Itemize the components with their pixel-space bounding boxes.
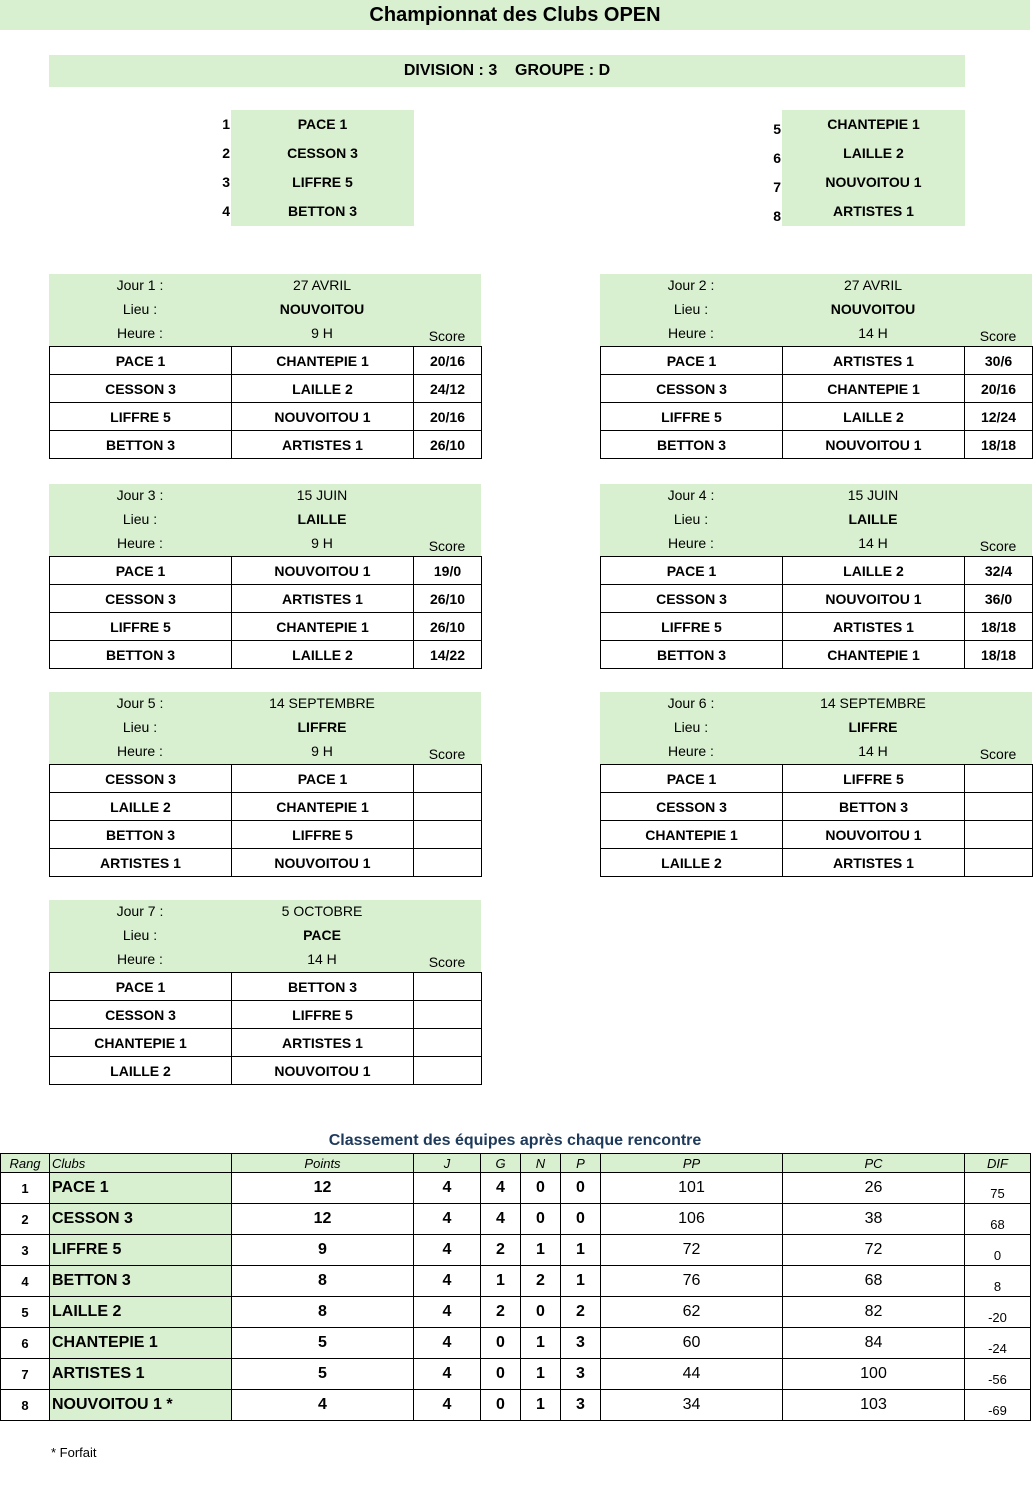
day-time: 14 H — [858, 743, 888, 759]
day-venue: LAILLE — [848, 511, 898, 527]
header-dif: DIF — [965, 1154, 1031, 1173]
won-cell: 0 — [481, 1359, 521, 1390]
day-date: 27 AVRIL — [292, 277, 352, 293]
diff-cell: 0 — [965, 1235, 1031, 1266]
played-cell: 4 — [414, 1297, 481, 1328]
home-team: BETTON 3 — [50, 431, 232, 459]
draw-cell: 0 — [521, 1297, 561, 1328]
match-day-header — [49, 900, 481, 972]
day-time: 14 H — [858, 325, 888, 341]
match-score[interactable] — [965, 793, 1033, 821]
match-row — [50, 973, 482, 1001]
rank-cell: 2 — [1, 1204, 50, 1235]
match-row — [601, 821, 1033, 849]
ranking-row — [1, 1266, 1031, 1297]
points-for-cell: 60 — [601, 1328, 783, 1359]
points-against-cell: 100 — [783, 1359, 965, 1390]
day-time: 9 H — [311, 325, 333, 341]
team-number: 1 — [222, 116, 230, 132]
day-date: 15 JUIN — [847, 487, 899, 503]
match-score[interactable]: 32/4 — [965, 557, 1033, 585]
home-team: BETTON 3 — [50, 641, 232, 669]
points-cell: 5 — [232, 1328, 414, 1359]
away-team: PACE 1 — [232, 765, 414, 793]
day-venue: LIFFRE — [848, 719, 898, 735]
home-team: LIFFRE 5 — [601, 403, 783, 431]
match-score[interactable]: 36/0 — [965, 585, 1033, 613]
team-number: 8 — [773, 208, 781, 224]
day-time: 14 H — [858, 535, 888, 551]
team-name: NOUVOITOU 1 — [782, 168, 965, 197]
club-cell: NOUVOITOU 1 * — [50, 1390, 232, 1421]
home-team: PACE 1 — [601, 765, 783, 793]
away-team: ARTISTES 1 — [232, 431, 414, 459]
lieu-label: Lieu : — [673, 511, 709, 527]
points-against-cell: 72 — [783, 1235, 965, 1266]
home-team: LIFFRE 5 — [50, 613, 232, 641]
points-cell: 12 — [232, 1204, 414, 1235]
day-time: 9 H — [311, 535, 333, 551]
club-cell: ARTISTES 1 — [50, 1359, 232, 1390]
match-score[interactable] — [965, 765, 1033, 793]
division-group-header: DIVISION : 3 GROUPE : D — [49, 55, 965, 87]
home-team: LAILLE 2 — [50, 793, 232, 821]
rank-cell: 1 — [1, 1173, 50, 1204]
lieu-label: Lieu : — [122, 301, 158, 317]
rank-cell: 5 — [1, 1297, 50, 1328]
heure-label: Heure : — [668, 743, 714, 759]
home-team: CESSON 3 — [50, 375, 232, 403]
draw-cell: 1 — [521, 1359, 561, 1390]
diff-cell: 75 — [965, 1173, 1031, 1204]
diff-cell: -24 — [965, 1328, 1031, 1359]
draw-cell: 0 — [521, 1204, 561, 1235]
match-row — [50, 793, 482, 821]
match-row — [50, 849, 482, 877]
match-score[interactable] — [414, 1029, 482, 1057]
points-against-cell: 38 — [783, 1204, 965, 1235]
match-table — [49, 556, 482, 669]
ranking-table — [0, 1153, 1031, 1421]
away-team: LAILLE 2 — [783, 403, 965, 431]
match-row — [50, 613, 482, 641]
match-score[interactable]: 18/18 — [965, 431, 1033, 459]
lost-cell: 1 — [561, 1235, 601, 1266]
away-team: NOUVOITOU 1 — [232, 1057, 414, 1085]
match-score[interactable] — [414, 849, 482, 877]
match-row — [50, 431, 482, 459]
match-score[interactable]: 26/10 — [414, 585, 482, 613]
home-team: BETTON 3 — [50, 821, 232, 849]
home-team: BETTON 3 — [601, 641, 783, 669]
match-row — [601, 613, 1033, 641]
home-team: PACE 1 — [601, 347, 783, 375]
match-score[interactable] — [414, 821, 482, 849]
team-name: CHANTEPIE 1 — [782, 110, 965, 139]
match-row — [601, 375, 1033, 403]
day-label: Jour 5 : — [116, 695, 164, 711]
away-team: NOUVOITOU 1 — [783, 821, 965, 849]
day-label: Jour 7 : — [116, 903, 164, 919]
home-team: ARTISTES 1 — [50, 849, 232, 877]
away-team: LIFFRE 5 — [232, 821, 414, 849]
header-points: Points — [232, 1154, 414, 1173]
draw-cell: 2 — [521, 1266, 561, 1297]
match-day-header — [600, 692, 1032, 764]
won-cell: 2 — [481, 1297, 521, 1328]
match-row — [50, 1029, 482, 1057]
home-team: LIFFRE 5 — [601, 613, 783, 641]
day-date: 27 AVRIL — [843, 277, 903, 293]
score-label: Score — [428, 328, 466, 344]
match-score[interactable]: 18/18 — [965, 613, 1033, 641]
lieu-label: Lieu : — [122, 511, 158, 527]
match-score[interactable]: 19/0 — [414, 557, 482, 585]
home-team: PACE 1 — [50, 347, 232, 375]
match-row — [50, 1057, 482, 1085]
rank-cell: 6 — [1, 1328, 50, 1359]
home-team: CESSON 3 — [601, 375, 783, 403]
team-name: ARTISTES 1 — [782, 197, 965, 226]
away-team: CHANTEPIE 1 — [232, 613, 414, 641]
match-row — [601, 403, 1033, 431]
match-score[interactable]: 20/16 — [965, 375, 1033, 403]
footnote: * Forfait — [51, 1445, 97, 1460]
away-team: CHANTEPIE 1 — [232, 793, 414, 821]
match-table — [600, 346, 1033, 459]
team-name: PACE 1 — [231, 110, 414, 139]
ranking-title: Classement des équipes après chaque rencontre — [328, 1132, 702, 1149]
away-team: NOUVOITOU 1 — [783, 585, 965, 613]
home-team: CESSON 3 — [50, 765, 232, 793]
match-day-header — [49, 484, 481, 556]
header-clubs: Clubs — [50, 1154, 232, 1173]
page-title: Championnat des Clubs OPEN — [0, 0, 1030, 30]
team-number: 7 — [773, 179, 781, 195]
away-team: CHANTEPIE 1 — [783, 641, 965, 669]
points-against-cell: 82 — [783, 1297, 965, 1328]
match-score[interactable]: 24/12 — [414, 375, 482, 403]
lieu-label: Lieu : — [673, 719, 709, 735]
day-venue: NOUVOITOU — [830, 301, 916, 317]
club-cell: PACE 1 — [50, 1173, 232, 1204]
home-team: CHANTEPIE 1 — [50, 1029, 232, 1057]
match-row — [601, 641, 1033, 669]
home-team: CESSON 3 — [601, 793, 783, 821]
played-cell: 4 — [414, 1328, 481, 1359]
match-row — [601, 765, 1033, 793]
lieu-label: Lieu : — [122, 719, 158, 735]
lost-cell: 2 — [561, 1297, 601, 1328]
header-rang: Rang — [1, 1154, 50, 1173]
away-team: LIFFRE 5 — [783, 765, 965, 793]
day-date: 5 OCTOBRE — [281, 903, 363, 919]
header-g: G — [481, 1154, 521, 1173]
match-score[interactable] — [414, 793, 482, 821]
away-team: ARTISTES 1 — [783, 347, 965, 375]
match-row — [601, 793, 1033, 821]
won-cell: 2 — [481, 1235, 521, 1266]
played-cell: 4 — [414, 1359, 481, 1390]
lost-cell: 3 — [561, 1390, 601, 1421]
points-for-cell: 72 — [601, 1235, 783, 1266]
day-label: Jour 1 : — [116, 277, 164, 293]
heure-label: Heure : — [117, 743, 163, 759]
match-row — [50, 585, 482, 613]
team-number: 5 — [773, 121, 781, 137]
match-row — [50, 557, 482, 585]
lost-cell: 0 — [561, 1173, 601, 1204]
diff-cell: -20 — [965, 1297, 1031, 1328]
score-label: Score — [979, 328, 1017, 344]
played-cell: 4 — [414, 1235, 481, 1266]
ranking-row — [1, 1173, 1031, 1204]
played-cell: 4 — [414, 1173, 481, 1204]
heure-label: Heure : — [668, 535, 714, 551]
home-team: LAILLE 2 — [50, 1057, 232, 1085]
day-date: 14 SEPTEMBRE — [269, 695, 375, 711]
header-n: N — [521, 1154, 561, 1173]
lost-cell: 3 — [561, 1359, 601, 1390]
ranking-header-row — [1, 1154, 1031, 1173]
home-team: LIFFRE 5 — [50, 403, 232, 431]
away-team: BETTON 3 — [783, 793, 965, 821]
match-day-header — [600, 484, 1032, 556]
match-score[interactable]: 14/22 — [414, 641, 482, 669]
header-p: P — [561, 1154, 601, 1173]
match-table — [600, 556, 1033, 669]
away-team: ARTISTES 1 — [783, 849, 965, 877]
lost-cell: 1 — [561, 1266, 601, 1297]
diff-cell: 8 — [965, 1266, 1031, 1297]
match-table — [49, 764, 482, 877]
played-cell: 4 — [414, 1204, 481, 1235]
home-team: LAILLE 2 — [601, 849, 783, 877]
lost-cell: 0 — [561, 1204, 601, 1235]
match-row — [601, 849, 1033, 877]
team-name: LAILLE 2 — [782, 139, 965, 168]
team-name: LIFFRE 5 — [231, 168, 414, 197]
heure-label: Heure : — [117, 325, 163, 341]
match-score[interactable] — [414, 973, 482, 1001]
day-venue: PACE — [303, 927, 341, 943]
day-label: Jour 6 : — [667, 695, 715, 711]
points-against-cell: 84 — [783, 1328, 965, 1359]
points-against-cell: 68 — [783, 1266, 965, 1297]
club-cell: CESSON 3 — [50, 1204, 232, 1235]
won-cell: 1 — [481, 1266, 521, 1297]
heure-label: Heure : — [668, 325, 714, 341]
home-team: BETTON 3 — [601, 431, 783, 459]
team-name: CESSON 3 — [231, 139, 414, 168]
rank-cell: 7 — [1, 1359, 50, 1390]
match-row — [50, 403, 482, 431]
match-score[interactable] — [414, 1001, 482, 1029]
away-team: BETTON 3 — [232, 973, 414, 1001]
day-venue: NOUVOITOU — [279, 301, 365, 317]
match-score[interactable] — [965, 849, 1033, 877]
points-cell: 4 — [232, 1390, 414, 1421]
header-pc: PC — [783, 1154, 965, 1173]
won-cell: 0 — [481, 1328, 521, 1359]
away-team: CHANTEPIE 1 — [232, 347, 414, 375]
match-row — [50, 641, 482, 669]
day-date: 15 JUIN — [296, 487, 348, 503]
heure-label: Heure : — [117, 535, 163, 551]
score-label: Score — [428, 538, 466, 554]
match-row — [50, 375, 482, 403]
match-score[interactable]: 18/18 — [965, 641, 1033, 669]
score-label: Score — [979, 746, 1017, 762]
match-score[interactable]: 20/16 — [414, 403, 482, 431]
points-for-cell: 76 — [601, 1266, 783, 1297]
points-cell: 8 — [232, 1266, 414, 1297]
ranking-row — [1, 1359, 1031, 1390]
match-score[interactable]: 30/6 — [965, 347, 1033, 375]
home-team: CHANTEPIE 1 — [601, 821, 783, 849]
club-cell: BETTON 3 — [50, 1266, 232, 1297]
away-team: ARTISTES 1 — [232, 1029, 414, 1057]
diff-cell: -69 — [965, 1390, 1031, 1421]
match-row — [601, 557, 1033, 585]
ranking-row — [1, 1328, 1031, 1359]
day-time: 14 H — [307, 951, 337, 967]
won-cell: 4 — [481, 1173, 521, 1204]
away-team: LAILLE 2 — [783, 557, 965, 585]
match-score[interactable]: 26/10 — [414, 613, 482, 641]
diff-cell: -56 — [965, 1359, 1031, 1390]
match-row — [50, 347, 482, 375]
points-for-cell: 34 — [601, 1390, 783, 1421]
header-j: J — [414, 1154, 481, 1173]
score-label: Score — [428, 954, 466, 970]
rank-cell: 4 — [1, 1266, 50, 1297]
match-table — [49, 346, 482, 459]
away-team: ARTISTES 1 — [232, 585, 414, 613]
club-cell: LIFFRE 5 — [50, 1235, 232, 1266]
header-pp: PP — [601, 1154, 783, 1173]
lieu-label: Lieu : — [673, 301, 709, 317]
match-score[interactable] — [965, 821, 1033, 849]
day-label: Jour 2 : — [667, 277, 715, 293]
ranking-row — [1, 1297, 1031, 1328]
day-label: Jour 4 : — [667, 487, 715, 503]
team-number: 6 — [773, 150, 781, 166]
club-cell: CHANTEPIE 1 — [50, 1328, 232, 1359]
ranking-row — [1, 1390, 1031, 1421]
away-team: NOUVOITOU 1 — [232, 403, 414, 431]
team-number: 2 — [222, 145, 230, 161]
match-day-header — [49, 274, 481, 346]
match-row — [50, 1001, 482, 1029]
draw-cell: 1 — [521, 1328, 561, 1359]
team-number: 4 — [222, 203, 230, 219]
day-date: 14 SEPTEMBRE — [820, 695, 926, 711]
points-cell: 9 — [232, 1235, 414, 1266]
points-for-cell: 101 — [601, 1173, 783, 1204]
match-row — [601, 347, 1033, 375]
match-score[interactable] — [414, 1057, 482, 1085]
match-score[interactable]: 12/24 — [965, 403, 1033, 431]
draw-cell: 1 — [521, 1235, 561, 1266]
day-venue: LAILLE — [297, 511, 347, 527]
day-time: 9 H — [311, 743, 333, 759]
won-cell: 4 — [481, 1204, 521, 1235]
lost-cell: 3 — [561, 1328, 601, 1359]
match-day-header — [49, 692, 481, 764]
home-team: PACE 1 — [601, 557, 783, 585]
away-team: LAILLE 2 — [232, 641, 414, 669]
match-row — [601, 431, 1033, 459]
points-for-cell: 62 — [601, 1297, 783, 1328]
day-label: Jour 3 : — [116, 487, 164, 503]
club-cell: LAILLE 2 — [50, 1297, 232, 1328]
points-cell: 5 — [232, 1359, 414, 1390]
match-table — [49, 972, 482, 1085]
ranking-row — [1, 1204, 1031, 1235]
away-team: NOUVOITOU 1 — [783, 431, 965, 459]
played-cell: 4 — [414, 1390, 481, 1421]
points-against-cell: 26 — [783, 1173, 965, 1204]
match-day-header — [600, 274, 1032, 346]
played-cell: 4 — [414, 1266, 481, 1297]
away-team: LIFFRE 5 — [232, 1001, 414, 1029]
points-against-cell: 103 — [783, 1390, 965, 1421]
diff-cell: 68 — [965, 1204, 1031, 1235]
home-team: CESSON 3 — [50, 585, 232, 613]
points-for-cell: 44 — [601, 1359, 783, 1390]
match-table — [600, 764, 1033, 877]
draw-cell: 1 — [521, 1390, 561, 1421]
rank-cell: 3 — [1, 1235, 50, 1266]
away-team: CHANTEPIE 1 — [783, 375, 965, 403]
away-team: LAILLE 2 — [232, 375, 414, 403]
match-score[interactable] — [414, 765, 482, 793]
team-name: BETTON 3 — [231, 197, 414, 226]
match-row — [601, 585, 1033, 613]
home-team: CESSON 3 — [50, 1001, 232, 1029]
score-label: Score — [428, 746, 466, 762]
match-row — [50, 765, 482, 793]
away-team: NOUVOITOU 1 — [232, 849, 414, 877]
home-team: CESSON 3 — [601, 585, 783, 613]
home-team: PACE 1 — [50, 557, 232, 585]
ranking-row — [1, 1235, 1031, 1266]
team-number: 3 — [222, 174, 230, 190]
points-cell: 8 — [232, 1297, 414, 1328]
home-team: PACE 1 — [50, 973, 232, 1001]
day-venue: LIFFRE — [297, 719, 347, 735]
heure-label: Heure : — [117, 951, 163, 967]
lieu-label: Lieu : — [122, 927, 158, 943]
points-cell: 12 — [232, 1173, 414, 1204]
draw-cell: 0 — [521, 1173, 561, 1204]
match-row — [50, 821, 482, 849]
away-team: NOUVOITOU 1 — [232, 557, 414, 585]
points-for-cell: 106 — [601, 1204, 783, 1235]
won-cell: 0 — [481, 1390, 521, 1421]
match-score[interactable]: 26/10 — [414, 431, 482, 459]
score-label: Score — [979, 538, 1017, 554]
rank-cell: 8 — [1, 1390, 50, 1421]
match-score[interactable]: 20/16 — [414, 347, 482, 375]
away-team: ARTISTES 1 — [783, 613, 965, 641]
